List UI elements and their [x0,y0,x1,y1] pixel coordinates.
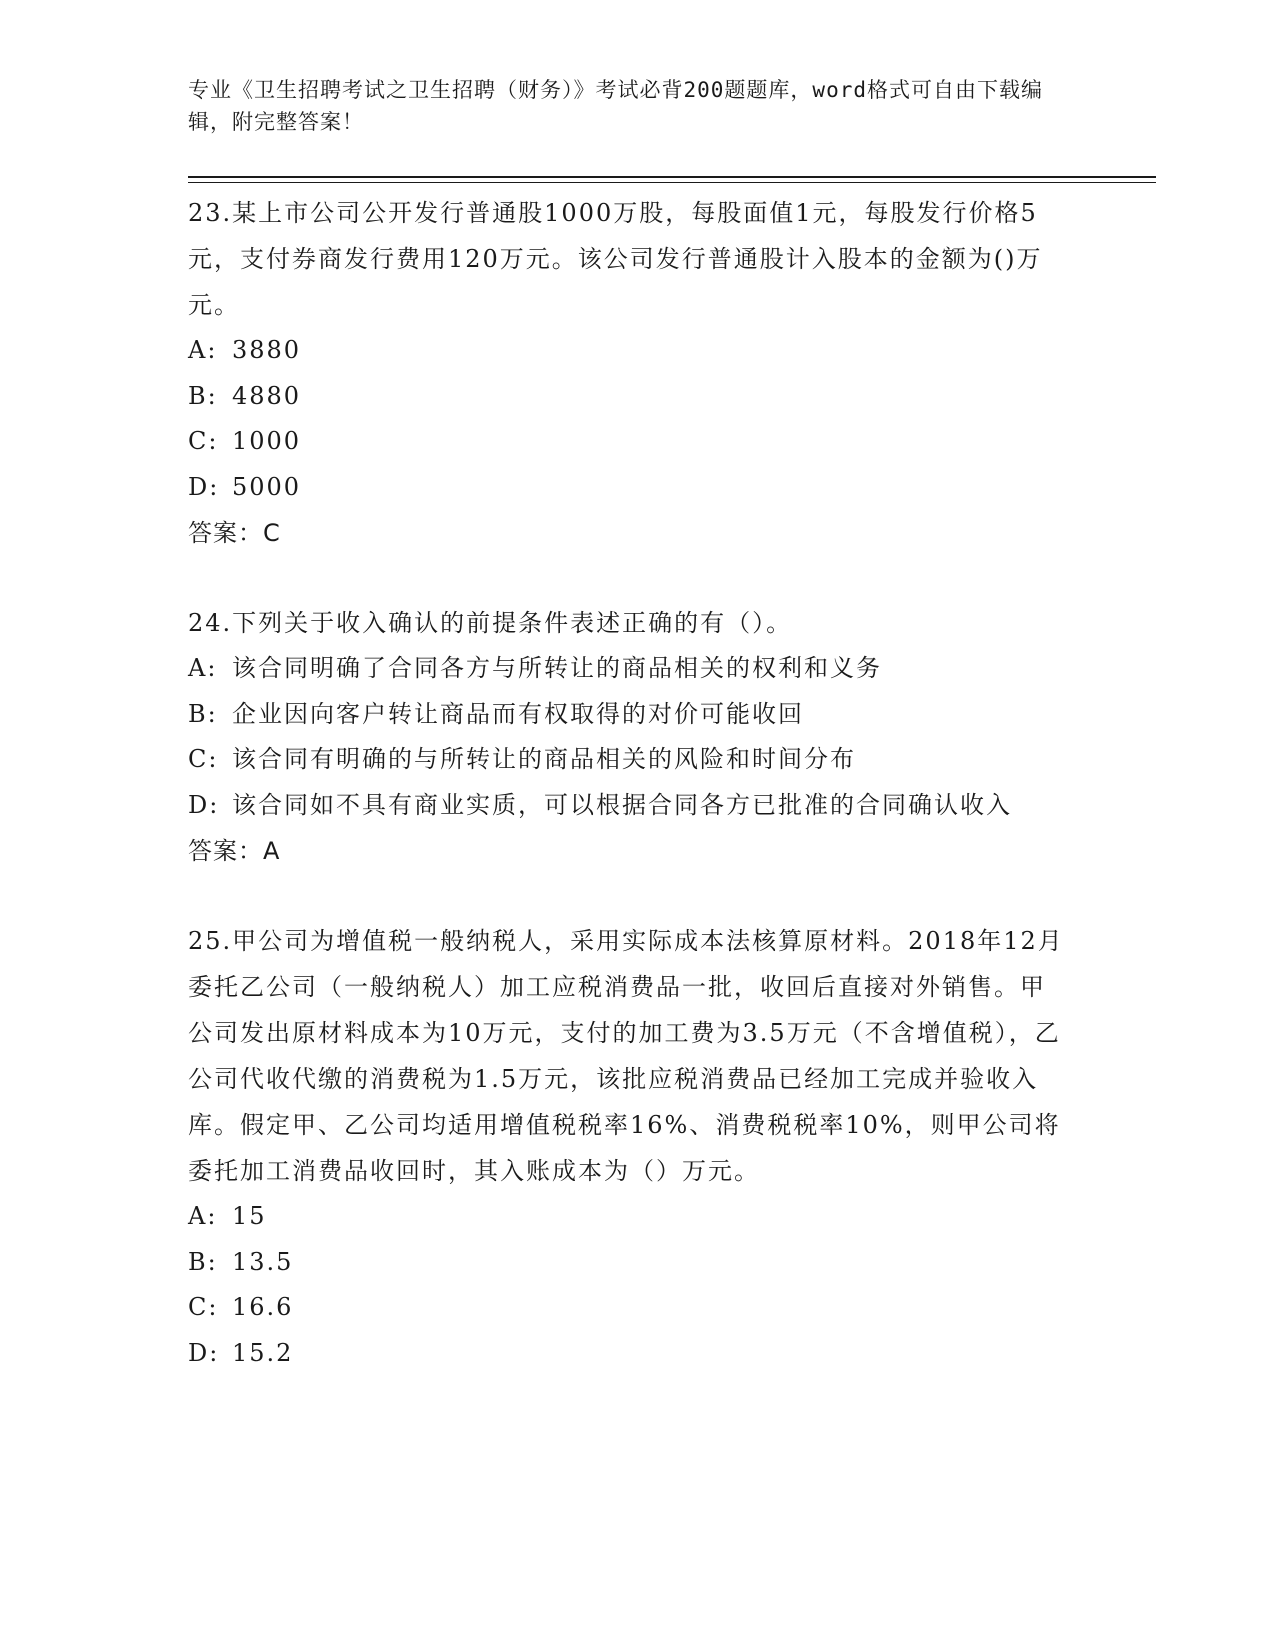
question-stem: 25.甲公司为增值税一般纳税人，采用实际成本法核算原材料。2018年12月委托乙公司（一般纳税人）加工应税消费品一批，收回后直接对外销售。甲公司发出原材料成本为10万元，支付的加工费为3.5万元（不含增值税），乙公司代收代缴的消费税为1.5万元，该批应税消费品已经加工完成并验收入库。假定甲、乙公司均适用增值税税率16%、消费税税率10%，则甲公司将委托加工消费品收回时，其入账成本为（）万元。 [188,927,1064,1185]
option-text: 3880 [232,336,302,364]
question-stem: 24.下列关于收入确认的前提条件表述正确的有（）。 [188,609,793,637]
question-23 [188,190,1068,556]
option-text: 4880 [232,381,302,410]
option-d [188,465,1068,511]
option-letter: D: [188,1338,220,1367]
option-text: 15 [232,1202,267,1230]
answer-line: 答案：A [188,837,281,865]
option-letter: D: [188,790,220,819]
spacer [188,556,1068,600]
spacer [188,874,1068,918]
option-letter: C: [188,1293,219,1321]
option-c [188,419,1068,465]
option-letter: B: [188,381,218,410]
option-c [188,737,1068,783]
option-text: 该合同明确了合同各方与所转让的商品相关的权利和义务 [232,654,882,682]
option-letter: D: [188,472,220,501]
option-a [188,1194,1068,1240]
option-c [188,1285,1068,1331]
option-text: 该合同如不具有商业实质，可以根据合同各方已批准的合同确认收入 [232,790,1012,819]
option-a [188,328,1068,374]
option-letter: A: [188,336,218,364]
option-letter: C: [188,427,219,455]
option-letter: B: [188,1247,218,1276]
option-text: 5000 [232,472,302,501]
question-stem: 23.某上市公司公开发行普通股1000万股，每股面值1元，每股发行价格5元，支付券商发行费用120万元。该公司发行普通股计入股本的金额为()万元。 [188,199,1043,319]
option-text: 15.2 [232,1338,294,1367]
option-text: 1000 [232,427,302,455]
option-text: 该合同有明确的与所转让的商品相关的风险和时间分布 [232,745,856,773]
option-text: 16.6 [232,1293,294,1321]
option-b [188,692,1068,738]
option-d [188,783,1068,829]
answer-line: 答案：C [188,519,281,547]
option-d [188,1331,1068,1377]
document-header: 专业《卫生招聘考试之卫生招聘（财务）》考试必背200题题库，word格式可自由下载编辑，附完整答案！ [188,78,1043,134]
option-b [188,374,1068,420]
option-letter: C: [188,745,219,773]
option-text: 企业因向客户转让商品而有权取得的对价可能收回 [232,699,804,728]
question-list [188,190,1068,1376]
header-rule-thick [188,176,1156,178]
option-b [188,1240,1068,1286]
option-text: 13.5 [232,1247,294,1276]
question-25 [188,918,1068,1376]
header-rule-thin [188,182,1156,183]
question-24 [188,600,1068,874]
option-letter: A: [188,654,218,682]
option-a [188,646,1068,692]
option-letter: A: [188,1202,218,1230]
option-letter: B: [188,699,218,728]
